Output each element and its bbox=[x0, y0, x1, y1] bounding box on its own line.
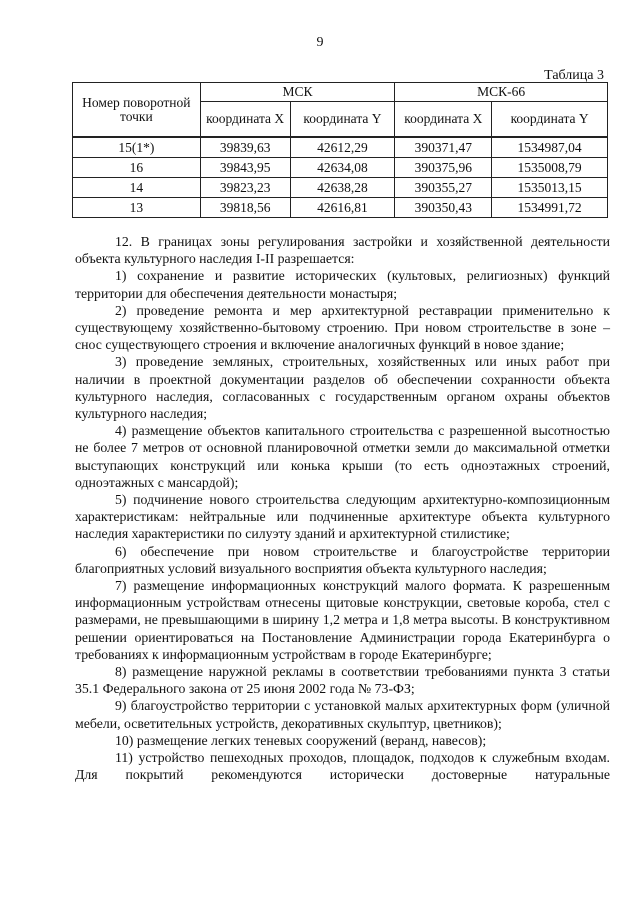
cell-msk66-y: 1535008,79 bbox=[492, 158, 608, 178]
cell-msk66-x: 390350,43 bbox=[395, 198, 492, 218]
cell-point: 15(1*) bbox=[73, 137, 201, 158]
paragraph-item-2: 2) проведение ремонта и мер архитектурной реставрации применительно к существующему хозяйственно-бытовому строению. При новом строительстве в зоне – снос существующего строения и включение аналогичных функций в новое здание; bbox=[75, 302, 610, 353]
cell-point: 13 bbox=[73, 198, 201, 218]
cell-msk-x: 39843,95 bbox=[200, 158, 290, 178]
paragraph-12: 12. В границах зоны регулирования застройки и хозяйственной деятельности объекта культурного наследия I-II разрешается: bbox=[75, 234, 610, 267]
paragraph-item-4: 4) размещение объектов капитального строительства с разрешенной высотностью не более 7 метров от основной планировочной отметки земли до максимальной отметки выступающих конструкций или конька крыши (то есть одноэтажных строений, одноэтажных с мансардой); bbox=[75, 423, 610, 490]
paragraph-item-5: 5) подчинение нового строительства следующим архитектурно-композиционным характеристикам: нейтральные или подчиненные архитектуре объекта культурного наследия характеристики по силуэту зданий и архитектурной стилистике; bbox=[75, 492, 610, 542]
cell-msk-x: 39818,56 bbox=[200, 198, 290, 218]
cell-msk66-y: 1535013,15 bbox=[492, 178, 608, 198]
paragraph-item-1: 1) сохранение и развитие исторических (культовых, религиозных) функций территории для обеспечения деятельности монастыря; bbox=[75, 268, 610, 301]
paragraph-item-9: 9) благоустройство территории с установкой малых архитектурных форм (уличной мебели, осветительных устройств, декоративных скульптур, цветников); bbox=[75, 698, 610, 731]
cell-point: 14 bbox=[73, 178, 201, 198]
table-row bbox=[73, 178, 608, 198]
col-msk66-y-header: координата Y bbox=[492, 102, 608, 138]
cell-msk66-y: 1534987,04 bbox=[492, 137, 608, 158]
cell-msk-x: 39823,23 bbox=[200, 178, 290, 198]
table-header-row bbox=[73, 83, 608, 102]
cell-msk66-x: 390371,47 bbox=[395, 137, 492, 158]
paragraph-item-11: 11) устройство пешеходных проходов, площадок, подходов к служебным входам. Для покрытий рекомендуются исторически достоверные натуральные bbox=[75, 750, 610, 783]
table-row bbox=[73, 198, 608, 218]
paragraph-item-3: 3) проведение земляных, строительных, хозяйственных или иных работ при наличии в проектной документации разделов об обеспечении сохранности объекта культурного наследия, согласованных с государственным органом охраны объектов культурного наследия; bbox=[75, 354, 610, 422]
cell-msk-x: 39839,63 bbox=[200, 137, 290, 158]
coordinates-table bbox=[72, 82, 608, 218]
col-group-msk66: МСК-66 bbox=[395, 83, 608, 102]
cell-point: 16 bbox=[73, 158, 201, 178]
cell-msk66-x: 390375,96 bbox=[395, 158, 492, 178]
table-row bbox=[73, 158, 608, 178]
cell-msk66-x: 390355,27 bbox=[395, 178, 492, 198]
cell-msk-y: 42612,29 bbox=[290, 137, 395, 158]
paragraph-item-8: 8) размещение наружной рекламы в соответствии требованиями пункта 3 статьи 35.1 Федерального закона от 25 июня 2002 года № 73-ФЗ; bbox=[75, 664, 610, 697]
cell-msk-y: 42616,81 bbox=[290, 198, 395, 218]
paragraph-item-10: 10) размещение легких теневых сооружений (веранд, навесов); bbox=[115, 732, 487, 748]
table-caption: Таблица 3 bbox=[544, 68, 604, 83]
col-point-header: Номер поворотной точки bbox=[73, 83, 201, 138]
col-msk-y-header: координата Y bbox=[290, 102, 395, 138]
cell-msk-y: 42638,28 bbox=[290, 178, 395, 198]
page-number: 9 bbox=[316, 35, 324, 50]
col-msk-x-header: координата X bbox=[200, 102, 290, 138]
cell-msk66-y: 1534991,72 bbox=[492, 198, 608, 218]
col-msk66-x-header: координата X bbox=[395, 102, 492, 138]
paragraph-item-7: 7) размещение информационных конструкций малого формата. К разрешенным информационным устройствам отнесены щитовые конструкции, световые короба, стел с размерами, не превышающими в ширину 1,2 метра и 1,8 метра высоты. В конструктивном решении ориентироваться на Постановление Администрации города Екатеринбурга о требованиях к информационным устройствам в городе Екатеринбурге; bbox=[75, 578, 610, 662]
cell-msk-y: 42634,08 bbox=[290, 158, 395, 178]
body-text bbox=[75, 233, 610, 784]
paragraph-item-6: 6) обеспечение при новом строительстве и благоустройстве территории благоприятных условий визуального восприятия объекта культурного наследия; bbox=[75, 543, 610, 576]
col-group-msk: МСК bbox=[200, 83, 395, 102]
table-row bbox=[73, 137, 608, 158]
